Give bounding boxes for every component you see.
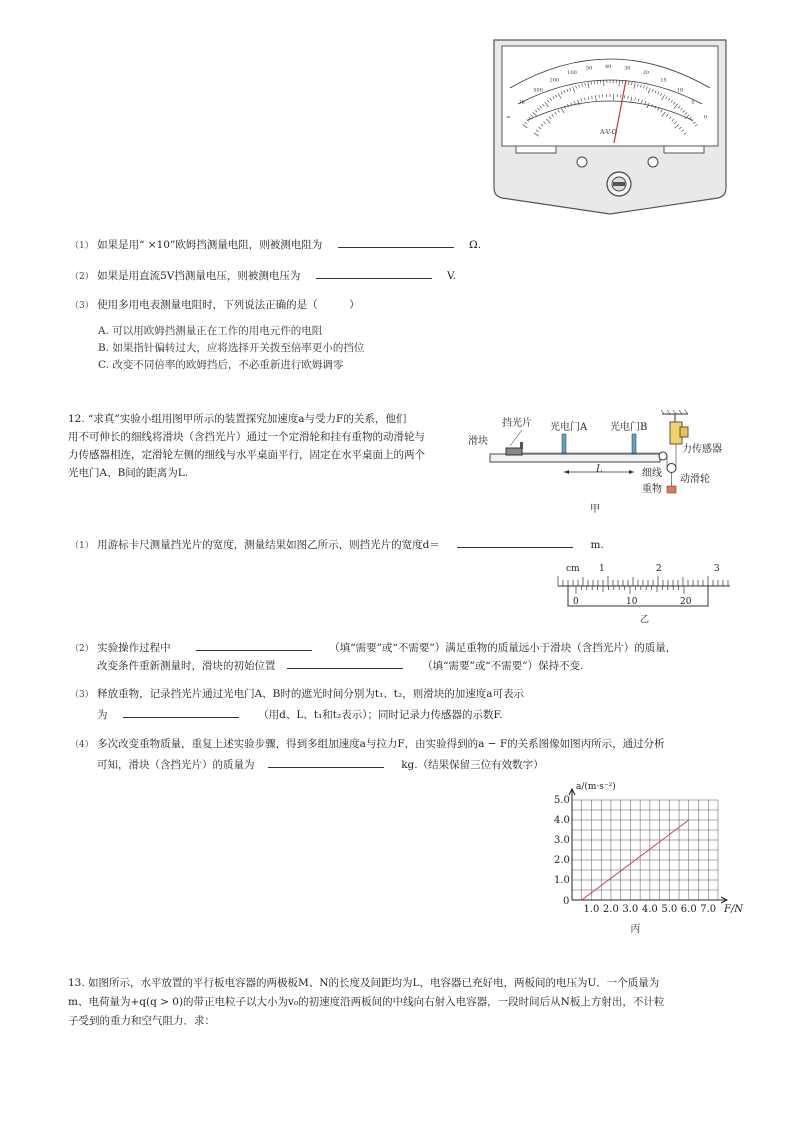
caliper-vernier-0: 0: [573, 597, 579, 607]
q12-part3-line2: 为 （用d、L、t₁和t₂表示）；同时记录力传感器的示数F.: [97, 705, 502, 724]
label-shade: 挡光片: [502, 418, 532, 429]
label-pulley: 动滑轮: [680, 474, 710, 485]
meter-ohm-tick-label: 20: [642, 69, 650, 76]
meter-ohm-tick-label: 5: [691, 99, 695, 106]
q11-part3: （3） 使用多用电表测量电阻时，下列说法正确的是（ ）: [70, 299, 360, 311]
meter-ohm-tick-label: 0: [703, 114, 707, 121]
x-tick-label: 3.0: [622, 904, 639, 915]
q12-part2: （2） 实验操作过程中 （填“需要”或“不需要”）满足重物的质量远小于滑块（含挡光片）的质量，: [70, 638, 676, 658]
meter-ohm-tick-label: 100: [567, 69, 577, 76]
caliper-unit: cm: [566, 564, 580, 574]
q11-option-b[interactable]: B. 如果指针偏转过大，应将选择开关拨至倍率更小的挡位: [98, 342, 365, 354]
multimeter-figure: [488, 38, 732, 218]
q11-part2: （2） 如果是用直流5V挡测量电压，则被测电压为 V.: [70, 266, 456, 286]
x-axis-label: F/N: [724, 904, 744, 915]
label-gate-a: 光电门A: [550, 422, 588, 433]
label-sensor: 力传感器: [682, 444, 722, 455]
x-tick-label: 4.0: [641, 904, 658, 915]
q11-answer-blank-2[interactable]: [316, 266, 432, 279]
label-weight: 重物: [642, 484, 662, 495]
meter-ohm-tick-label: 10: [676, 87, 684, 94]
caliper-vernier-20: 20: [680, 597, 692, 607]
hanging-weight: [667, 486, 676, 493]
caption-yi: 乙: [640, 615, 650, 625]
caliper-main-3: 3: [714, 564, 720, 574]
q11-answer-blank-1[interactable]: [338, 235, 454, 248]
meter-ohm-tick-label: 15: [660, 77, 667, 84]
x-tick-label: 1.0: [583, 904, 600, 915]
q12-part1: （1） 用游标卡尺测量挡光片的宽度，测量结果如图乙所示，则挡光片的宽度d＝ m.: [70, 535, 604, 555]
figure-apparatus: [466, 408, 728, 518]
label-string: 细线: [642, 468, 662, 479]
caliper-figure: [556, 560, 732, 626]
q12-answer-blank-4[interactable]: [268, 755, 384, 768]
q11-option-a[interactable]: A. 可以用欧姆挡测量正在工作的用电元件的电阻: [98, 325, 323, 337]
q12-part4-line2: 可知，滑块（含挡光片）的质量为 kg.（结果保留三位有效数字）: [97, 755, 544, 774]
meter-label: A-V-Ω: [600, 129, 617, 136]
x-tick-label: 7.0: [700, 904, 717, 915]
label-L: L: [596, 464, 603, 475]
caliper-main-2: 2: [656, 564, 662, 574]
chart-caption: 丙: [630, 924, 641, 935]
caption-jia: 甲: [590, 504, 600, 515]
q12-answer-blank-3[interactable]: [123, 705, 239, 718]
q12-part3: （3） 释放重物，记录挡光片通过光电门A、B时的遮光时间分别为t₁、t₂，则滑块的加速度a可表示: [70, 688, 524, 700]
y-tick-label: 3.0: [554, 835, 570, 846]
y-tick-label: 2.0: [554, 855, 570, 866]
x-tick-label: 2.0: [602, 904, 619, 915]
y-axis-label: a/(m·s⁻²): [576, 782, 616, 792]
y-tick-label: 1.0: [554, 875, 570, 886]
q11-option-c[interactable]: C. 改变不同倍率的欧姆挡后，不必重新进行欧姆调零: [98, 359, 344, 371]
q12-answer-blank-2a[interactable]: [196, 638, 312, 651]
q12-part4: （4） 多次改变重物质量，重复上述实验步骤，得到多组加速度a与拉力F，由实验得到的a − F的关系图像如图丙所示，通过分析: [70, 738, 665, 750]
slider-block: [506, 448, 522, 455]
photogate-a: [562, 434, 566, 454]
meter-ohm-tick-label: 500: [533, 87, 543, 94]
meter-ohm-tick-label: 200: [549, 77, 560, 84]
q12-answer-blank-2b[interactable]: [287, 656, 403, 669]
movable-pulley: [667, 464, 676, 473]
q12-stem: 12. “求真”实验小组用图甲所示的装置探究加速度a与受力F的关系，他们 用不可伸长的细线将滑块（含挡光片）通过一个定滑轮和挂有重物的动滑轮与 力传感器相连，定滑轮左侧的细线与水平桌面平行，固定在水平桌面上的两个 光电门A、B间的距离为L.: [68, 413, 425, 479]
label-slider: 滑块: [468, 436, 488, 447]
q13-stem: 13. 如图所示，水平放置的平行板电容器的两极板M、N的长度及间距均为L，电容器已充好电，两板间的电压为U．一个质量为 m、电荷量为+q(q > 0)的带正电粒子以大小为v₀的初速度沿两板间的中线向右射入电容器，一段时间后从N板上方射出，不计粒 子受到的重力和空气阻力．求：: [68, 977, 665, 1027]
x-tick-label: 5.0: [661, 904, 678, 915]
y-tick-label: 5.0: [554, 795, 570, 806]
meter-ohm-tick-label: 30: [624, 65, 631, 72]
q11-part1: （1） 如果是用“ ×10”欧姆挡测量电阻，则被测电阻为 Ω.: [70, 235, 481, 255]
meter-ohm-tick-label: 40: [605, 64, 612, 70]
meter-ohm-tick-label: 1k: [518, 99, 525, 106]
x-tick-label: 6.0: [680, 904, 697, 915]
photogate-b: [632, 434, 636, 454]
q12-part2-line2: 改变条件重新测量时，滑块的初始位置 （填“需要”或“不需要”）保持不变.: [97, 656, 584, 675]
origin-label: 0: [563, 896, 570, 907]
a-F-chart: [528, 780, 744, 940]
label-gate-b: 光电门B: [610, 422, 648, 433]
fixed-pulley: [659, 452, 667, 460]
caliper-main-1: 1: [599, 564, 605, 574]
y-tick-label: 4.0: [554, 815, 570, 826]
caliper-vernier-10: 10: [626, 597, 638, 607]
q12-answer-blank-1[interactable]: [457, 535, 573, 548]
meter-ohm-tick-label: 50: [585, 65, 593, 72]
meter-ohm-tick-label: ∞: [506, 114, 511, 121]
meter-jack-left: [577, 157, 587, 167]
meter-jack-right: [648, 157, 658, 167]
